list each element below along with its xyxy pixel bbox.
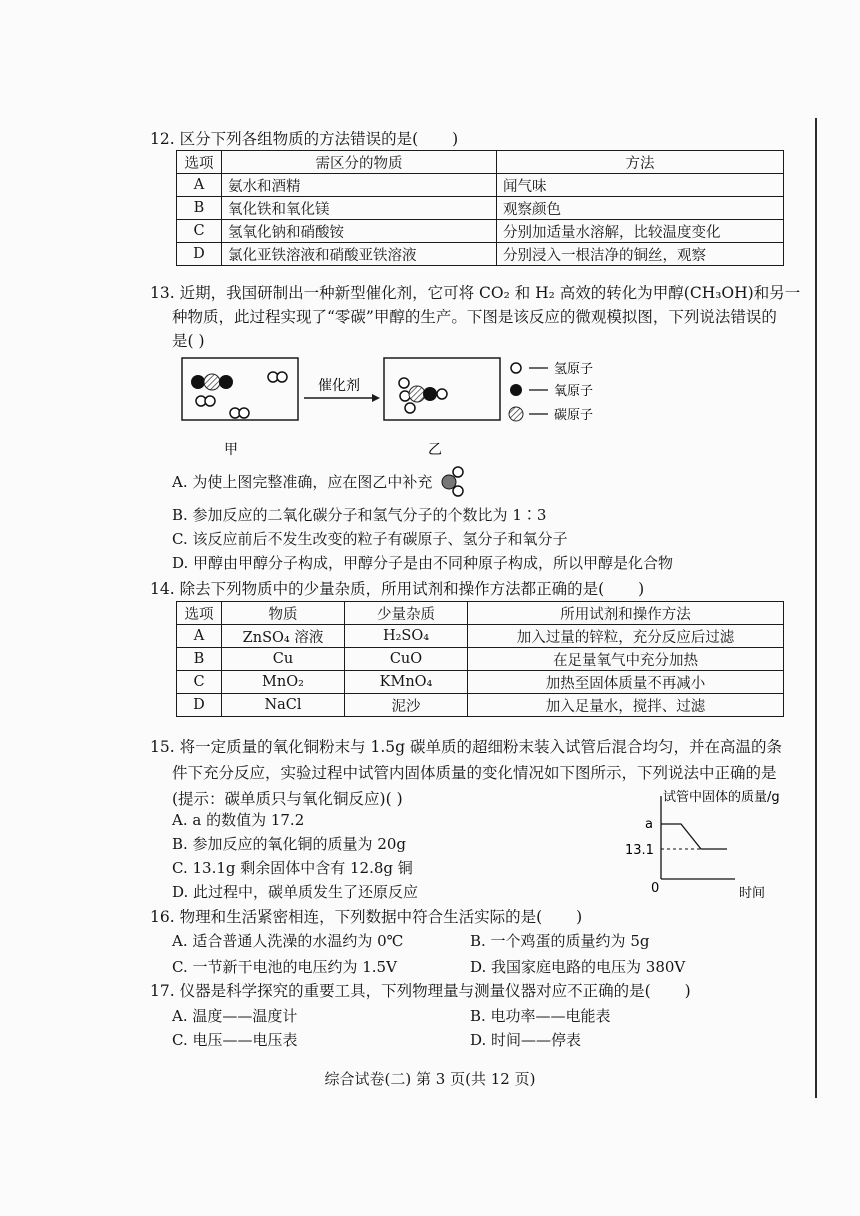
q16-option-d: D. 我国家庭电路的电压为 380V xyxy=(470,958,686,976)
table-header-cell: 物质 xyxy=(222,602,345,625)
table-cell: 加热至固体质量不再减小 xyxy=(468,671,784,694)
q15-option-b: B. 参加反应的氧化铜的质量为 20g xyxy=(172,835,407,853)
table-cell: 在足量氧气中充分加热 xyxy=(468,648,784,671)
q17-option-c: C. 电压——电压表 xyxy=(172,1031,298,1049)
graph-curve xyxy=(661,824,727,849)
q12-stem-close: ) xyxy=(452,130,459,148)
legend-carbon-icon xyxy=(509,407,523,421)
table-cell: B xyxy=(177,197,222,220)
q13-option-b: B. 参加反应的二氧化碳分子和氢气分子的个数比为 1∶3 xyxy=(172,506,547,524)
table-cell: 氢氧化钠和硝酸铵 xyxy=(222,220,497,243)
table-row xyxy=(177,243,784,266)
table-cell: ZnSO₄ 溶液 xyxy=(222,625,345,648)
legend-carbon: 碳原子 xyxy=(554,408,594,423)
graph-origin: 0 xyxy=(651,881,660,896)
table-cell: B xyxy=(177,648,222,671)
table-cell: 氧化铁和氧化镁 xyxy=(222,197,497,220)
q15-mass-time-graph xyxy=(625,784,795,906)
table-cell: 闻气味 xyxy=(497,174,784,197)
q16-option-b: B. 一个鸡蛋的质量约为 5g xyxy=(470,932,650,950)
table-cell: H₂SO₄ xyxy=(345,625,468,648)
methanol-molecule xyxy=(399,378,447,413)
q15-line1: 15. 将一定质量的氧化铜粉末与 1.5g 碳单质的超细粉末装入试管后混合均匀，并在高温的条 xyxy=(150,738,783,756)
q14-stem: 14. 除去下列物质中的少量杂质，所用试剂和操作方法都正确的是( ) xyxy=(150,580,645,598)
table-row xyxy=(177,625,784,648)
table-row xyxy=(177,648,784,671)
oxygen-atom xyxy=(191,375,205,389)
table-header-cell: 少量杂质 xyxy=(345,602,468,625)
table-cell: 氨水和酒精 xyxy=(222,174,497,197)
q13-line3: 是( ) xyxy=(172,332,205,350)
q15-option-c: C. 13.1g 剩余固体中含有 12.8g 铜 xyxy=(172,859,413,877)
q16-stem: 16. 物理和生活紧密相连，下列数据中符合生活实际的是( ) xyxy=(150,908,583,926)
q17-stem: 17. 仪器是科学探究的重要工具，下列物理量与测量仪器对应不正确的是( ) xyxy=(150,982,691,1000)
q15-option-d: D. 此过程中，碳单质发生了还原反应 xyxy=(172,883,419,901)
q13-line1: 13. 近期，我国研制出一种新型催化剂，它可将 CO₂ 和 H₂ 高效的转化为甲醇(CH₃OH)和另一 xyxy=(150,284,801,302)
graph-ylabel: 试管中固体的质量/g xyxy=(663,790,780,805)
table-cell: 分别浸入一根洁净的铜丝，观察 xyxy=(497,243,784,266)
q15-option-a: A. a 的数值为 17.2 xyxy=(172,811,305,829)
q12-stem xyxy=(150,126,458,152)
table-header-row xyxy=(177,602,784,625)
table-cell: 泥沙 xyxy=(345,694,468,717)
table-row xyxy=(177,197,784,220)
q17-option-a: A. 温度——温度计 xyxy=(172,1007,298,1025)
table-cell: KMnO₄ xyxy=(345,671,468,694)
binding-margin-line xyxy=(815,118,817,1098)
q13-line2: 种物质，此过程实现了“零碳”甲醇的生产。下图是该反应的微观模拟图，下列说法错误的 xyxy=(172,308,777,326)
water-molecule-icon xyxy=(440,464,470,498)
carbon-atom xyxy=(204,374,220,390)
table-cell: 氯化亚铁溶液和硝酸亚铁溶液 xyxy=(222,243,497,266)
q17-option-d: D. 时间——停表 xyxy=(470,1031,582,1049)
table-cell: 分别加适量水溶解，比较温度变化 xyxy=(497,220,784,243)
box-jia-label: 甲 xyxy=(224,442,238,458)
page-footer: 综合试卷(二) 第 3 页(共 12 页) xyxy=(324,1070,536,1088)
q15-line2: 件下充分反应，实验过程中试管内固体质量的变化情况如下图所示，下列说法中正确的是 xyxy=(172,764,777,782)
q12-stem-text: 12. 区分下列各组物质的方法错误的是( xyxy=(150,130,419,148)
table-cell: NaCl xyxy=(222,694,345,717)
catalyst-label: 催化剂 xyxy=(318,378,360,394)
table-cell: MnO₂ xyxy=(222,671,345,694)
table-cell: A xyxy=(177,174,222,197)
oxygen-atom xyxy=(219,375,233,389)
table-row xyxy=(177,174,784,197)
legend-oxygen-icon xyxy=(510,384,522,396)
box-yi-label: 乙 xyxy=(428,442,442,458)
q13-option-a: A. 为使上图完整准确，应在图乙中补充 xyxy=(172,473,433,491)
table-cell: D xyxy=(177,694,222,717)
table-cell: A xyxy=(177,625,222,648)
q12-table xyxy=(176,150,784,266)
table-header-cell: 方法 xyxy=(497,151,784,174)
legend-hydrogen: 氢原子 xyxy=(554,362,594,377)
q14-table xyxy=(176,601,784,717)
table-row xyxy=(177,671,784,694)
table-cell: 加入过量的锌粒，充分反应后过滤 xyxy=(468,625,784,648)
table-header-row xyxy=(177,151,784,174)
table-cell: CuO xyxy=(345,648,468,671)
q16-option-a: A. 适合普通人洗澡的水温约为 0℃ xyxy=(172,932,404,950)
table-cell: D xyxy=(177,243,222,266)
table-header-cell: 选项 xyxy=(177,151,222,174)
table-cell: Cu xyxy=(222,648,345,671)
table-row xyxy=(177,694,784,717)
q17-option-b: B. 电功率——电能表 xyxy=(470,1007,611,1025)
table-cell: C xyxy=(177,671,222,694)
table-cell: 加入足量水，搅拌、过滤 xyxy=(468,694,784,717)
graph-ytick-value: 13.1 xyxy=(625,843,654,858)
graph-xlabel: 时间 xyxy=(739,886,766,901)
table-cell: 观察颜色 xyxy=(497,197,784,220)
table-header-cell: 选项 xyxy=(177,602,222,625)
table-cell: C xyxy=(177,220,222,243)
graph-ytick-a: a xyxy=(645,817,653,832)
legend-oxygen: 氧原子 xyxy=(554,384,594,399)
table-header-cell: 需区分的物质 xyxy=(222,151,497,174)
q15-line3: (提示：碳单质只与氧化铜反应)( ) xyxy=(172,790,403,808)
table-row xyxy=(177,220,784,243)
legend-hydrogen-icon xyxy=(511,363,521,373)
q13-option-c: C. 该反应前后不发生改变的粒子有碳原子、氢分子和氧分子 xyxy=(172,530,568,548)
table-header-cell: 所用试剂和操作方法 xyxy=(468,602,784,625)
q13-reaction-diagram xyxy=(176,350,646,465)
q16-option-c: C. 一节新干电池的电压约为 1.5V xyxy=(172,958,397,976)
q13-option-d: D. 甲醇由甲醇分子构成，甲醇分子是由不同种原子构成，所以甲醇是化合物 xyxy=(172,554,674,572)
